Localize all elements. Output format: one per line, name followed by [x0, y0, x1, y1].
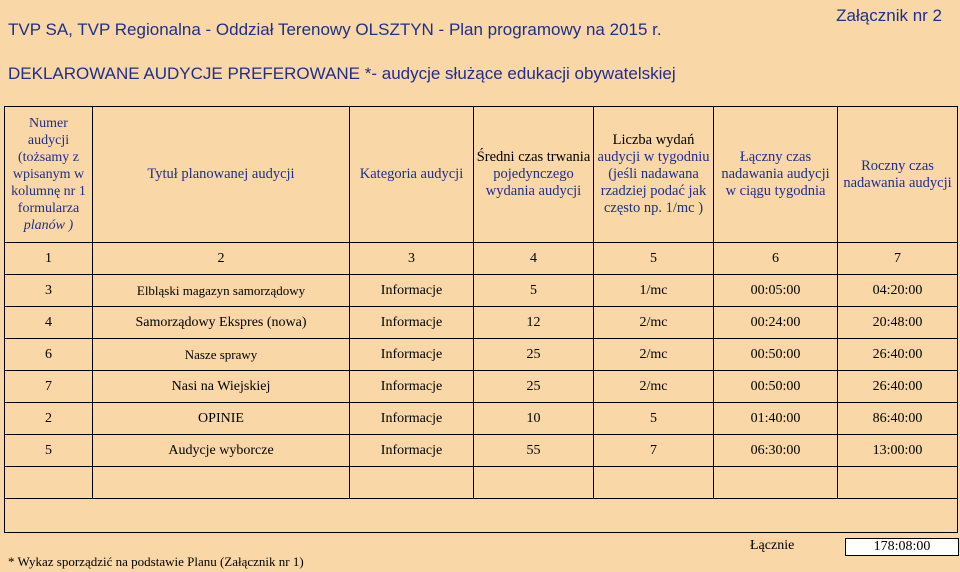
- header-number-line: Numer: [29, 116, 68, 131]
- cell-category: Informacje: [350, 339, 474, 371]
- header-cell-freq: [594, 107, 714, 243]
- header-cell-number: [5, 107, 93, 243]
- header-freq-line: rzadziej podać jak: [600, 183, 707, 199]
- cell-number: 7: [5, 371, 93, 403]
- table-row: [5, 371, 958, 403]
- cell-number: 6: [5, 339, 93, 371]
- cell-title: Samorządowy Ekspres (nowa): [93, 307, 350, 339]
- header-avg-line: pojedynczego: [493, 166, 574, 182]
- cell-freq: 5: [594, 403, 714, 435]
- header-freq-line: Liczba wydań: [612, 132, 695, 148]
- column-number-row: [5, 243, 958, 275]
- header-freq-line: (jeśli nadawana: [608, 166, 699, 182]
- cell-weekly: 06:30:00: [714, 435, 838, 467]
- column-number: 3: [350, 243, 474, 275]
- table-row: [5, 275, 958, 307]
- header-cell-weekly: [714, 107, 838, 243]
- empty-cell: [474, 467, 594, 499]
- header-number-line: planów ): [23, 218, 74, 233]
- header-number-line: (tożsamy z: [17, 150, 80, 165]
- header-yearly-line: nadawania audycji: [843, 174, 952, 191]
- cell-category: Informacje: [350, 371, 474, 403]
- cell-title: Elbląski magazyn samorządowy: [93, 275, 350, 307]
- empty-row: [5, 467, 958, 499]
- table-row: [5, 307, 958, 339]
- cell-weekly: 00:05:00: [714, 275, 838, 307]
- header-cell-yearly: [838, 107, 958, 243]
- header-title-text: Tytuł planowanej audycji: [147, 166, 295, 182]
- cell-number: 3: [5, 275, 93, 307]
- cell-weekly: 00:50:00: [714, 371, 838, 403]
- cell-title: OPINIE: [93, 403, 350, 435]
- header-freq-line: często np. 1/mc ): [603, 200, 704, 216]
- total-value: 178:08:00: [845, 538, 959, 556]
- cell-freq: 2/mc: [594, 371, 714, 403]
- cell-category: Informacje: [350, 307, 474, 339]
- header-weekly-line: w ciągu tygodnia: [725, 183, 826, 199]
- header-avg-line: Średni czas trwania: [476, 149, 591, 165]
- header-number-line: wpisanym w: [12, 167, 85, 182]
- cell-avg: 25: [474, 371, 594, 403]
- empty-cell: [5, 499, 958, 533]
- cell-avg: 12: [474, 307, 594, 339]
- header-cell-category: [350, 107, 474, 243]
- cell-yearly: 26:40:00: [838, 339, 958, 371]
- cell-weekly: 01:40:00: [714, 403, 838, 435]
- footnote: * Wykaz sporządzić na podstawie Planu (Załącznik nr 1): [8, 554, 304, 569]
- annex-label: Załącznik nr 2: [836, 6, 942, 25]
- column-number: 6: [714, 243, 838, 275]
- header-weekly-line: Łączny czas: [739, 149, 812, 165]
- header-cell-avg: [474, 107, 594, 243]
- column-number: 2: [93, 243, 350, 275]
- cell-avg: 10: [474, 403, 594, 435]
- page-title: TVP SA, TVP Regionalna - Oddział Terenowy OLSZTYN - Plan programowy na 2015 r.: [8, 20, 662, 39]
- cell-avg: 5: [474, 275, 594, 307]
- programs-table: [4, 106, 958, 533]
- empty-cell: [594, 467, 714, 499]
- cell-title: Nasze sprawy: [93, 339, 350, 371]
- header-number-line: formularza: [17, 201, 80, 216]
- cell-title: Nasi na Wiejskiej: [93, 371, 350, 403]
- page-subtitle: DEKLAROWANE AUDYCJE PREFEROWANE *- audycje służące edukacji obywatelskiej: [8, 64, 676, 83]
- column-number: 7: [838, 243, 958, 275]
- table-row: [5, 435, 958, 467]
- cell-weekly: 00:50:00: [714, 339, 838, 371]
- table-row: [5, 403, 958, 435]
- cell-yearly: 13:00:00: [838, 435, 958, 467]
- empty-row: [5, 499, 958, 533]
- empty-cell: [5, 467, 93, 499]
- cell-category: Informacje: [350, 403, 474, 435]
- cell-weekly: 00:24:00: [714, 307, 838, 339]
- cell-yearly: 26:40:00: [838, 371, 958, 403]
- empty-cell: [838, 467, 958, 499]
- empty-cell: [93, 467, 350, 499]
- cell-freq: 2/mc: [594, 307, 714, 339]
- table-row: [5, 339, 958, 371]
- cell-category: Informacje: [350, 435, 474, 467]
- header-yearly-line: Roczny czas: [861, 157, 934, 174]
- header-avg-line: wydania audycji: [485, 183, 582, 199]
- cell-freq: 7: [594, 435, 714, 467]
- cell-avg: 55: [474, 435, 594, 467]
- header-freq-line: audycji w tygodniu: [597, 149, 710, 165]
- cell-yearly: 86:40:00: [838, 403, 958, 435]
- total-label: Łącznie: [750, 538, 795, 553]
- column-number: 4: [474, 243, 594, 275]
- cell-title: Audycje wyborcze: [93, 435, 350, 467]
- header-category-text: Kategoria audycji: [359, 166, 464, 182]
- cell-category: Informacje: [350, 275, 474, 307]
- header-number-line: audycji: [27, 133, 70, 148]
- cell-number: 5: [5, 435, 93, 467]
- column-number: 1: [5, 243, 93, 275]
- cell-yearly: 04:20:00: [838, 275, 958, 307]
- table-header-row: [5, 107, 958, 243]
- cell-yearly: 20:48:00: [838, 307, 958, 339]
- cell-freq: 1/mc: [594, 275, 714, 307]
- cell-avg: 25: [474, 339, 594, 371]
- empty-cell: [714, 467, 838, 499]
- cell-freq: 2/mc: [594, 339, 714, 371]
- column-number: 5: [594, 243, 714, 275]
- header-number-line: kolumnę nr 1: [11, 184, 86, 199]
- header-weekly-line: nadawania audycji: [721, 166, 830, 182]
- empty-cell: [350, 467, 474, 499]
- cell-number: 2: [5, 403, 93, 435]
- header-cell-title: [93, 107, 350, 243]
- cell-number: 4: [5, 307, 93, 339]
